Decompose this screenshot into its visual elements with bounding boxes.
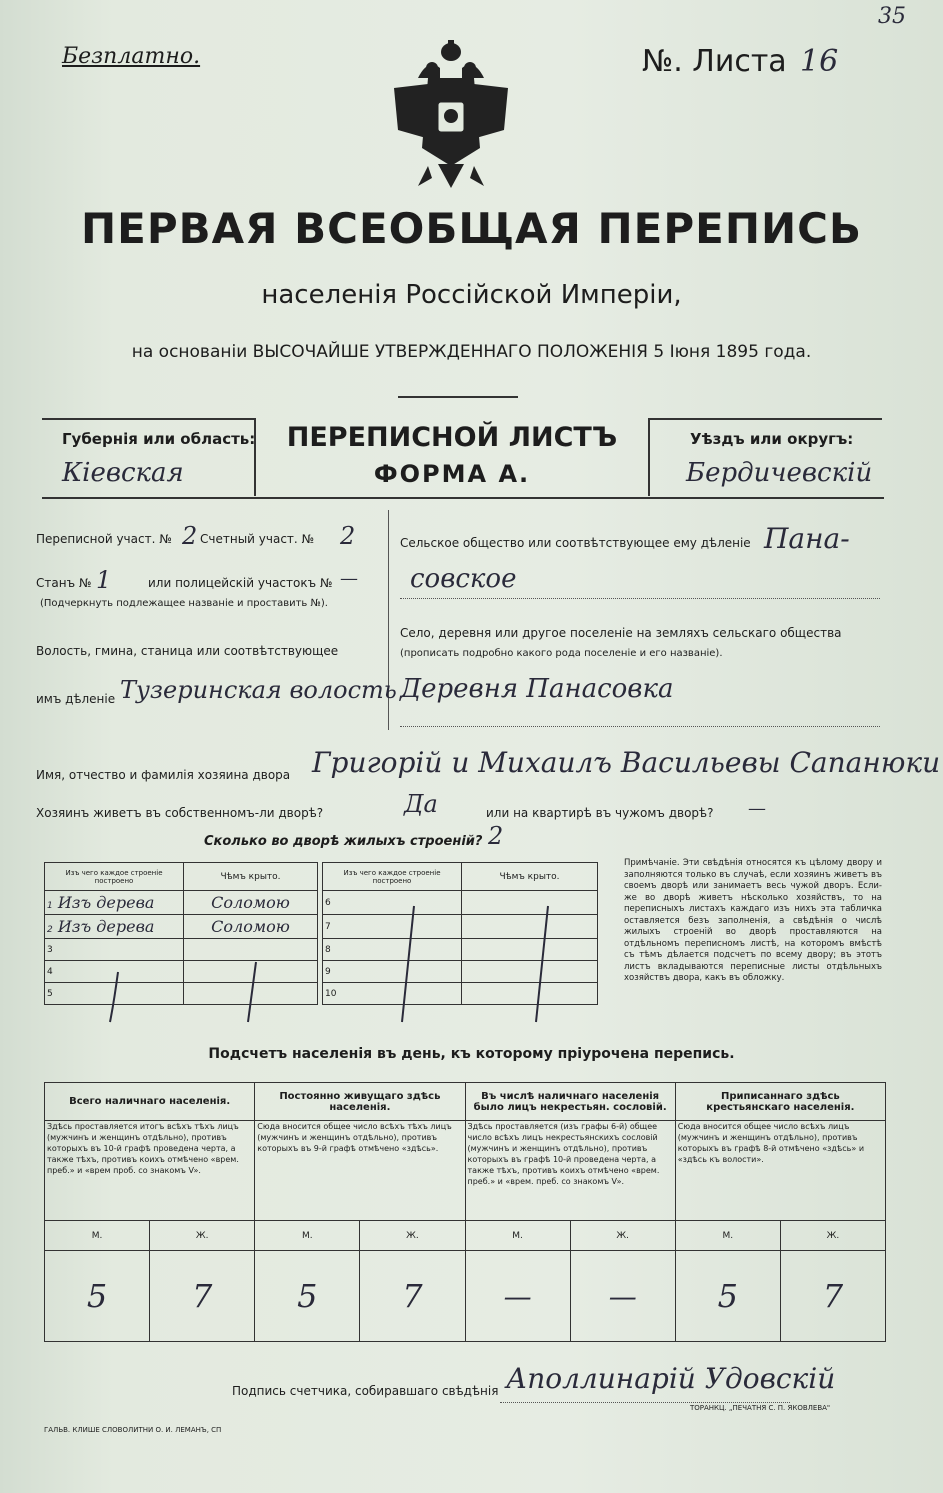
col-material-header: Изъ чего каждое строеніе построено (45, 863, 184, 891)
row-number: 2 (47, 925, 53, 935)
material-value: Изъ дерева (57, 893, 155, 912)
village-value: Деревня Панасовка (400, 674, 674, 704)
subtitle: населенія Россійской Имперіи, (261, 280, 682, 310)
male-count: 5 (255, 1251, 360, 1342)
volost-value: Тузеринская волость (120, 676, 397, 704)
signature-line (500, 1402, 790, 1403)
female-header: Ж. (360, 1221, 465, 1251)
form-label: ФОРМА А. (373, 460, 531, 488)
sheet-number-label: №. Листа (642, 44, 787, 79)
corner-page-number: 35 (878, 4, 906, 29)
sheet-number-value: 16 (800, 44, 839, 79)
table-cancel-strokes (44, 862, 600, 1034)
village-note: (прописать подробно какого рода поселеніе и его названіе). (400, 648, 723, 659)
count-section-label: Счетный участ. № (200, 532, 315, 546)
province-value: Кіевская (62, 458, 184, 488)
underline-note: (Подчеркнуть подлежащее названіе и проставить №). (40, 598, 328, 609)
totals-title: Подсчетъ населенія въ день, къ которому пріурочена перепись. (208, 1046, 735, 1062)
female-count: 7 (150, 1251, 255, 1342)
district-label: Уѣздъ или округъ: (690, 430, 854, 448)
province-label: Губернія или область: (62, 430, 256, 448)
row-number: 1 (47, 901, 53, 911)
footer-right: ТОРАНКЦ. „ПЕЧАТНЯ С. П. ЯКОВЛЕВА" (690, 1404, 831, 1412)
totals-table (44, 1082, 886, 1342)
signature-value: Аполлинарій Удовскій (506, 1362, 836, 1395)
footer-left: ГАЛЬВ. КЛИШЕ СЛОВОЛИТНИ О. И. ЛЕМАНЪ, СП (44, 1426, 222, 1434)
totals-col-head: Всего наличнаго населенія. (45, 1083, 255, 1121)
buildings-value: 2 (488, 822, 504, 850)
signature-label: Подпись счетчика, собиравшаго свѣдѣнія (232, 1384, 499, 1398)
totals-col-head: Постоянно живущаго здѣсь населенія. (255, 1083, 465, 1121)
totals-col-head: Въ числѣ наличнаго населенія было лицъ некрестьян. сословій. (465, 1083, 675, 1121)
sheet-title: ПЕРЕПИСНОЙ ЛИСТЪ (286, 422, 618, 453)
female-count: 7 (780, 1251, 885, 1342)
male-header: М. (45, 1221, 150, 1251)
building-row: 9 (323, 961, 462, 983)
building-row: 7 (323, 915, 462, 939)
totals-col-desc: Здѣсь проставляется (изъ графы 6-й) общее число всѣхъ лицъ некрестьянскихъ сословій (мужчинъ и женщинъ отдѣльно), противъ которыхъ въ графѣ 10-й проведена черта, а также тѣхъ, противъ коихъ отмѣчено «врем. преб.» и «врем. преб. со знакомъ V». (465, 1121, 675, 1221)
female-count: — (570, 1251, 675, 1342)
building-row: 10 (323, 983, 462, 1005)
building-row: 8 (323, 939, 462, 961)
female-header: Ж. (150, 1221, 255, 1251)
female-header: Ж. (780, 1221, 885, 1251)
building-row: 3 (45, 939, 184, 961)
legal-basis: на основаніи ВЫСОЧАЙШЕ УТВЕРЖДЕННАГО ПОЛОЖЕНІЯ 5 Іюня 1895 года. (131, 342, 812, 362)
province-box (42, 418, 256, 496)
society-line (400, 598, 880, 599)
form-header-rule (42, 497, 884, 499)
building-row: 5 (45, 983, 184, 1005)
header-divider (398, 396, 518, 398)
volost-label-2: имъ дѣленіе (36, 692, 116, 706)
society-value-2: совское (410, 564, 517, 594)
male-header: М. (675, 1221, 780, 1251)
male-count: — (465, 1251, 570, 1342)
female-count: 7 (360, 1251, 465, 1342)
police-value: — (340, 568, 358, 589)
totals-col-head: Приписаннаго здѣсь крестьянскаго населенія. (675, 1083, 885, 1121)
society-value-1: Пана- (764, 522, 850, 555)
building-row: 4 (45, 961, 184, 983)
roof-value: Соломою (184, 915, 318, 939)
rented-value: — (748, 798, 766, 819)
male-header: М. (465, 1221, 570, 1251)
police-label: или полицейскій участокъ № (148, 576, 333, 590)
totals-col-desc: Здѣсь проставляется итогъ всѣхъ тѣхъ лицъ (мужчинъ и женщинъ отдѣльно), противъ которыхъ въ 10-й графѣ проведена черта, а также тѣхъ, противъ коихъ отмѣчено «врем. преб.» и «врем проб. со знакомъ V». (45, 1121, 255, 1221)
village-line (400, 726, 880, 727)
society-label: Сельское общество или соотвѣтствующее ему дѣленіе (400, 536, 751, 550)
roof-value: Соломою (184, 891, 318, 915)
material-value: Изъ дерева (57, 917, 155, 936)
district-box (648, 418, 882, 496)
free-label: Безплатно. (62, 44, 201, 69)
building-row: 6 (323, 891, 462, 915)
own-yard-value: Да (404, 790, 438, 818)
male-count: 5 (45, 1251, 150, 1342)
col-roof-header-right: Чѣмъ крыто. (462, 863, 598, 891)
male-header: М. (255, 1221, 360, 1251)
stan-label: Станъ № (36, 576, 92, 590)
female-header: Ж. (570, 1221, 675, 1251)
rented-label: или на квартирѣ въ чужомъ дворѣ? (486, 806, 714, 820)
main-title: ПЕРВАЯ ВСЕОБЩАЯ ПЕРЕПИСЬ (81, 204, 862, 253)
double-headed-eagle-emblem (388, 38, 514, 198)
totals-col-desc: Сюда вносится общее число всѣхъ лицъ (мужчинъ и женщинъ отдѣльно), противъ которыхъ въ графѣ 8-й отмѣчено «здѣсь» и «здѣсь къ волости». (675, 1121, 885, 1221)
buildings-note: Примѣчаніе. Эти свѣдѣнія относятся къ цѣлому двору и заполняются только въ случаѣ, если хозяинъ живетъ въ своемъ дворѣ или занимаетъ весь чужой дворъ. Если-же во дворѣ живетъ нѣсколько хозяйствъ, то на переписныхъ листахъ каждаго изъ нихъ эта табличка оставляется безъ заполненія, а свѣдѣнія о числѣ жилыхъ строеній во дворѣ проставляются на отдѣльномъ переписномъ листѣ, на которомъ вмѣстѣ съ тѣмъ дѣлается подсчетъ по всему двору; въ этотъ листъ вкладываются переписные листы отдѣльныхъ хозяйствъ двора, какъ въ обложку. (624, 858, 882, 983)
stan-value: 1 (96, 566, 112, 594)
count-section-value: 2 (340, 522, 356, 550)
col-material-header-right: Изъ чего каждое строеніе построено (323, 863, 462, 891)
owner-value: Григорій и Михаилъ Васильевы Сапанюки (312, 746, 941, 779)
col-roof-header: Чѣмъ крыто. (184, 863, 318, 891)
own-yard-label: Хозяинъ живетъ въ собственномъ-ли дворѣ? (36, 806, 324, 820)
village-label: Село, деревня или другое поселеніе на земляхъ сельскаго общества (400, 626, 842, 640)
census-section-value: 2 (182, 522, 198, 550)
owner-label: Имя, отчество и фамилія хозяина двора (36, 768, 291, 782)
district-value: Бердичевскій (686, 458, 873, 488)
totals-col-desc: Сюда вносится общее число всѣхъ тѣхъ лицъ (мужчинъ и женщинъ отдѣльно), противъ которыхъ въ 9-й графѣ отмѣчено «здѣсь». (255, 1121, 465, 1221)
census-section-label: Переписной участ. № (36, 532, 172, 546)
buildings-label: Сколько во дворѣ жилыхъ строеній? (204, 834, 483, 849)
volost-label: Волость, гмина, станица или соотвѣтствующее (36, 644, 339, 658)
male-count: 5 (675, 1251, 780, 1342)
